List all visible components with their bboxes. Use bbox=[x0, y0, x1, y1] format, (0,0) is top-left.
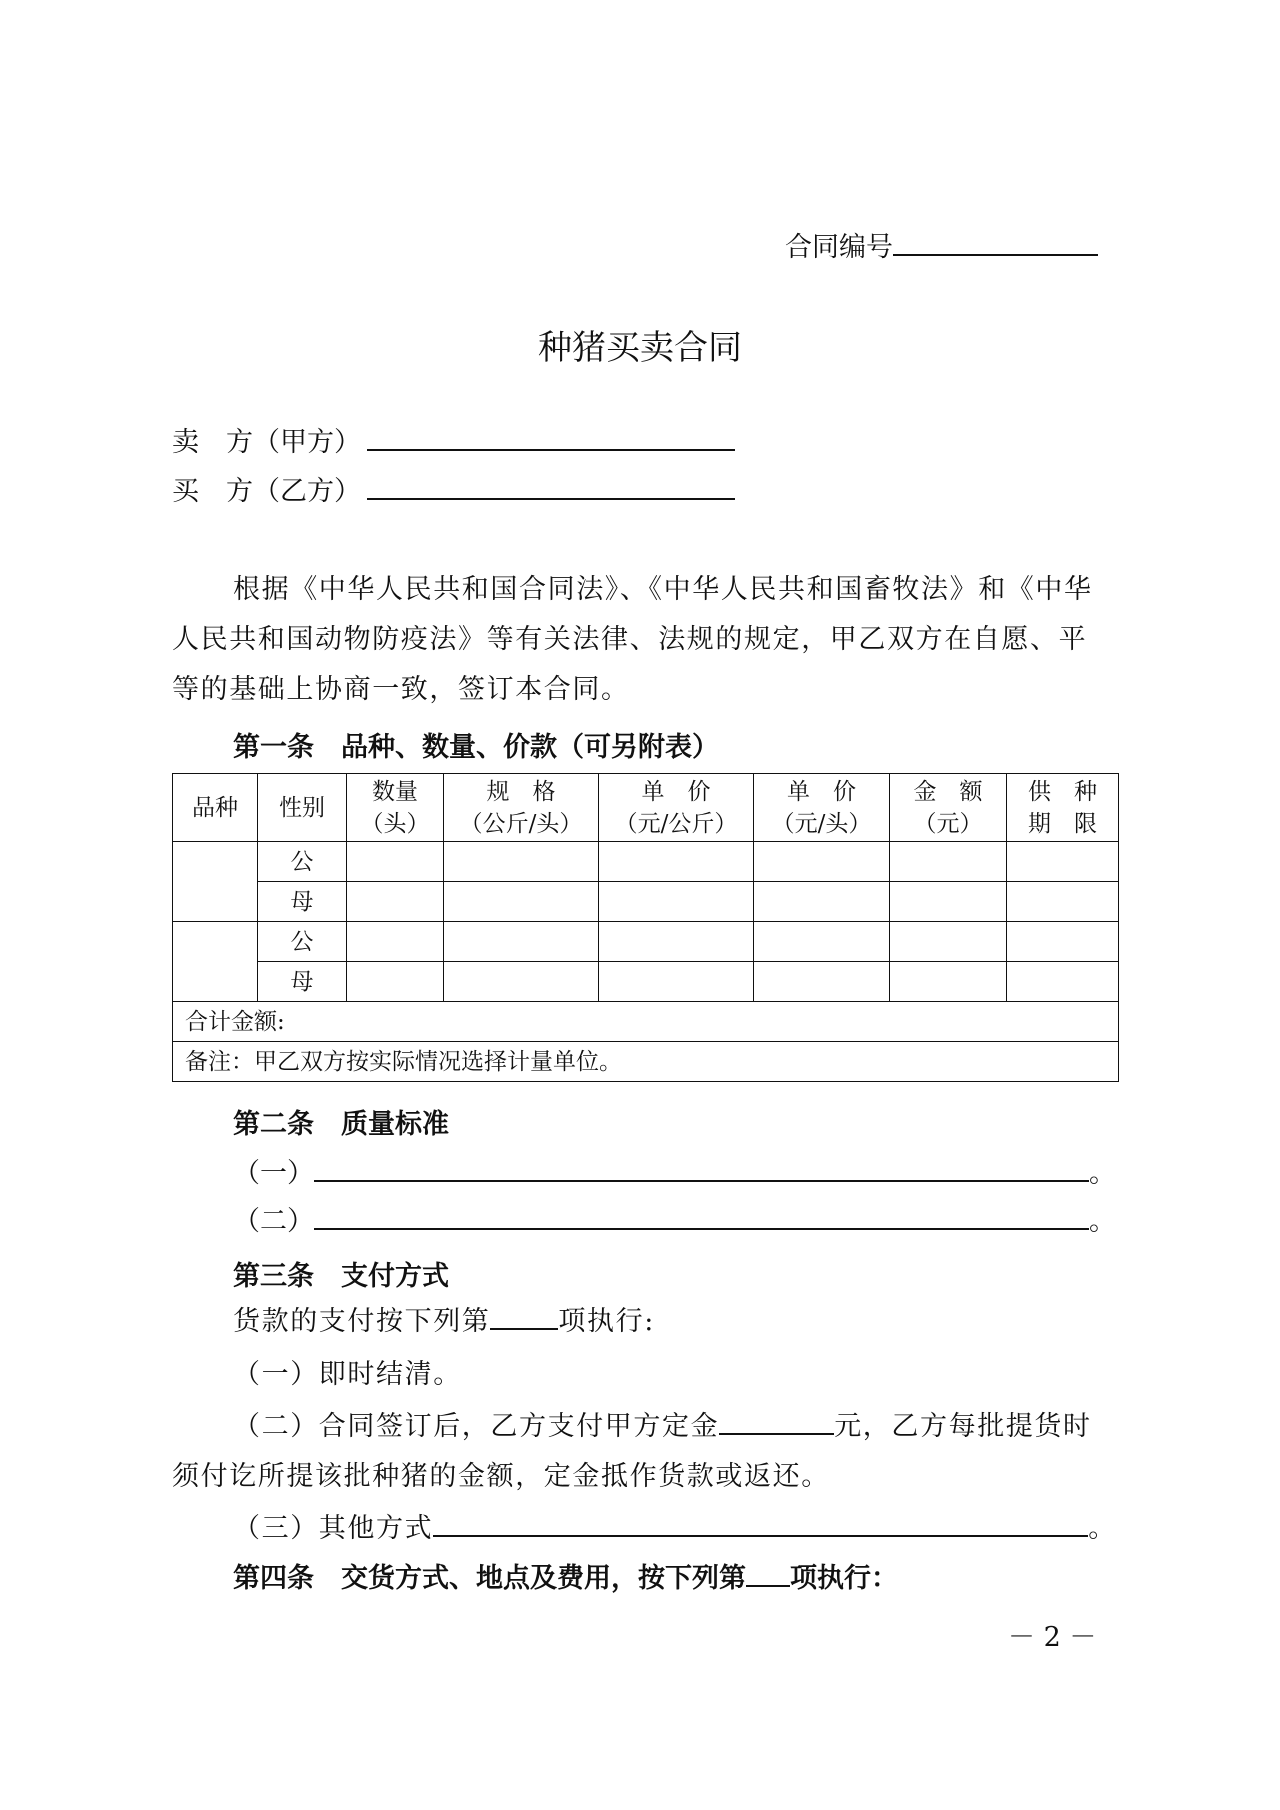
sex-cell: 母 bbox=[258, 882, 347, 922]
payment-option-2-line1: （二）合同签订后，乙方支付甲方定金 元，乙方每批提货时 bbox=[233, 1411, 1092, 1442]
payment-choice-line: 货款的支付按下列第 项执行: bbox=[233, 1306, 655, 1337]
header-amount: 金 额 （元） bbox=[890, 774, 1007, 842]
intro-line-3: 等的基础上协商一致，签订本合同。 bbox=[172, 674, 630, 705]
page-number: － 2 － bbox=[1008, 1622, 1097, 1653]
quality-field-2[interactable] bbox=[314, 1227, 1089, 1230]
header-quantity: 数量 （头） bbox=[347, 774, 444, 842]
article-3-title: 第三条 支付方式 bbox=[233, 1261, 449, 1292]
contract-number-field[interactable] bbox=[893, 253, 1098, 256]
quality-item-2: （二） 。 bbox=[233, 1206, 1116, 1237]
buyer-line bbox=[172, 469, 735, 508]
contract-number-label: 合同编号 bbox=[785, 232, 893, 263]
sex-cell: 公 bbox=[258, 922, 347, 962]
contract-number-line bbox=[785, 225, 1098, 264]
variety-cell[interactable] bbox=[173, 842, 258, 922]
intro-line-1: 根据《中华人民共和国合同法》、《中华人民共和国畜牧法》和《中华 bbox=[233, 574, 1093, 605]
seller-field[interactable] bbox=[367, 448, 735, 451]
payment-option-3: （三）其他方式 。 bbox=[233, 1513, 1117, 1544]
note-row bbox=[173, 1042, 1119, 1082]
payment-option-1: （一）即时结清。 bbox=[233, 1359, 462, 1390]
total-row bbox=[173, 1002, 1119, 1042]
table-note: 备注：甲乙双方按实际情况选择计量单位。 bbox=[173, 1042, 1119, 1082]
table-row bbox=[173, 842, 1119, 882]
seller-label: 卖 方（甲方） bbox=[172, 427, 361, 458]
deposit-field[interactable] bbox=[719, 1432, 834, 1435]
payment-option-2-line2: 须付讫所提该批种猪的金额，定金抵作货款或返还。 bbox=[172, 1461, 830, 1492]
quality-item-1: （一） 。 bbox=[233, 1158, 1116, 1189]
article-1-title: 第一条 品种、数量、价款（可另附表） bbox=[233, 732, 719, 763]
intro-line-2: 人民共和国动物防疫法》等有关法律、法规的规定，甲乙双方在自愿、平 bbox=[172, 624, 1088, 655]
header-variety: 品种 bbox=[173, 774, 258, 842]
buyer-field[interactable] bbox=[367, 497, 735, 500]
header-price-per-kg: 单 价 （元/公斤） bbox=[599, 774, 754, 842]
other-payment-field[interactable] bbox=[433, 1534, 1088, 1537]
table-row bbox=[173, 962, 1119, 1002]
quality-field-1[interactable] bbox=[314, 1179, 1089, 1182]
article-2-title: 第二条 质量标准 bbox=[233, 1109, 449, 1140]
sex-cell: 母 bbox=[258, 962, 347, 1002]
header-price-per-head: 单 价 （元/头） bbox=[754, 774, 890, 842]
header-spec: 规 格 （公斤/头） bbox=[444, 774, 599, 842]
table-row bbox=[173, 922, 1119, 962]
buyer-label: 买 方（乙方） bbox=[172, 476, 361, 507]
header-sex: 性别 bbox=[258, 774, 347, 842]
total-amount-label: 合计金额: bbox=[173, 1002, 1119, 1042]
article-4-title: 第四条 交货方式、地点及费用，按下列第 项执行： bbox=[233, 1563, 898, 1594]
variety-table bbox=[172, 773, 1119, 1082]
delivery-choice-field[interactable] bbox=[746, 1584, 790, 1587]
payment-choice-field[interactable] bbox=[490, 1327, 558, 1330]
table-row bbox=[173, 882, 1119, 922]
document-title: 种猪买卖合同 bbox=[538, 328, 742, 368]
variety-cell[interactable] bbox=[173, 922, 258, 1002]
seller-line bbox=[172, 420, 735, 459]
sex-cell: 公 bbox=[258, 842, 347, 882]
table-header-row bbox=[173, 774, 1119, 842]
header-supply-period: 供 种 期 限 bbox=[1007, 774, 1119, 842]
